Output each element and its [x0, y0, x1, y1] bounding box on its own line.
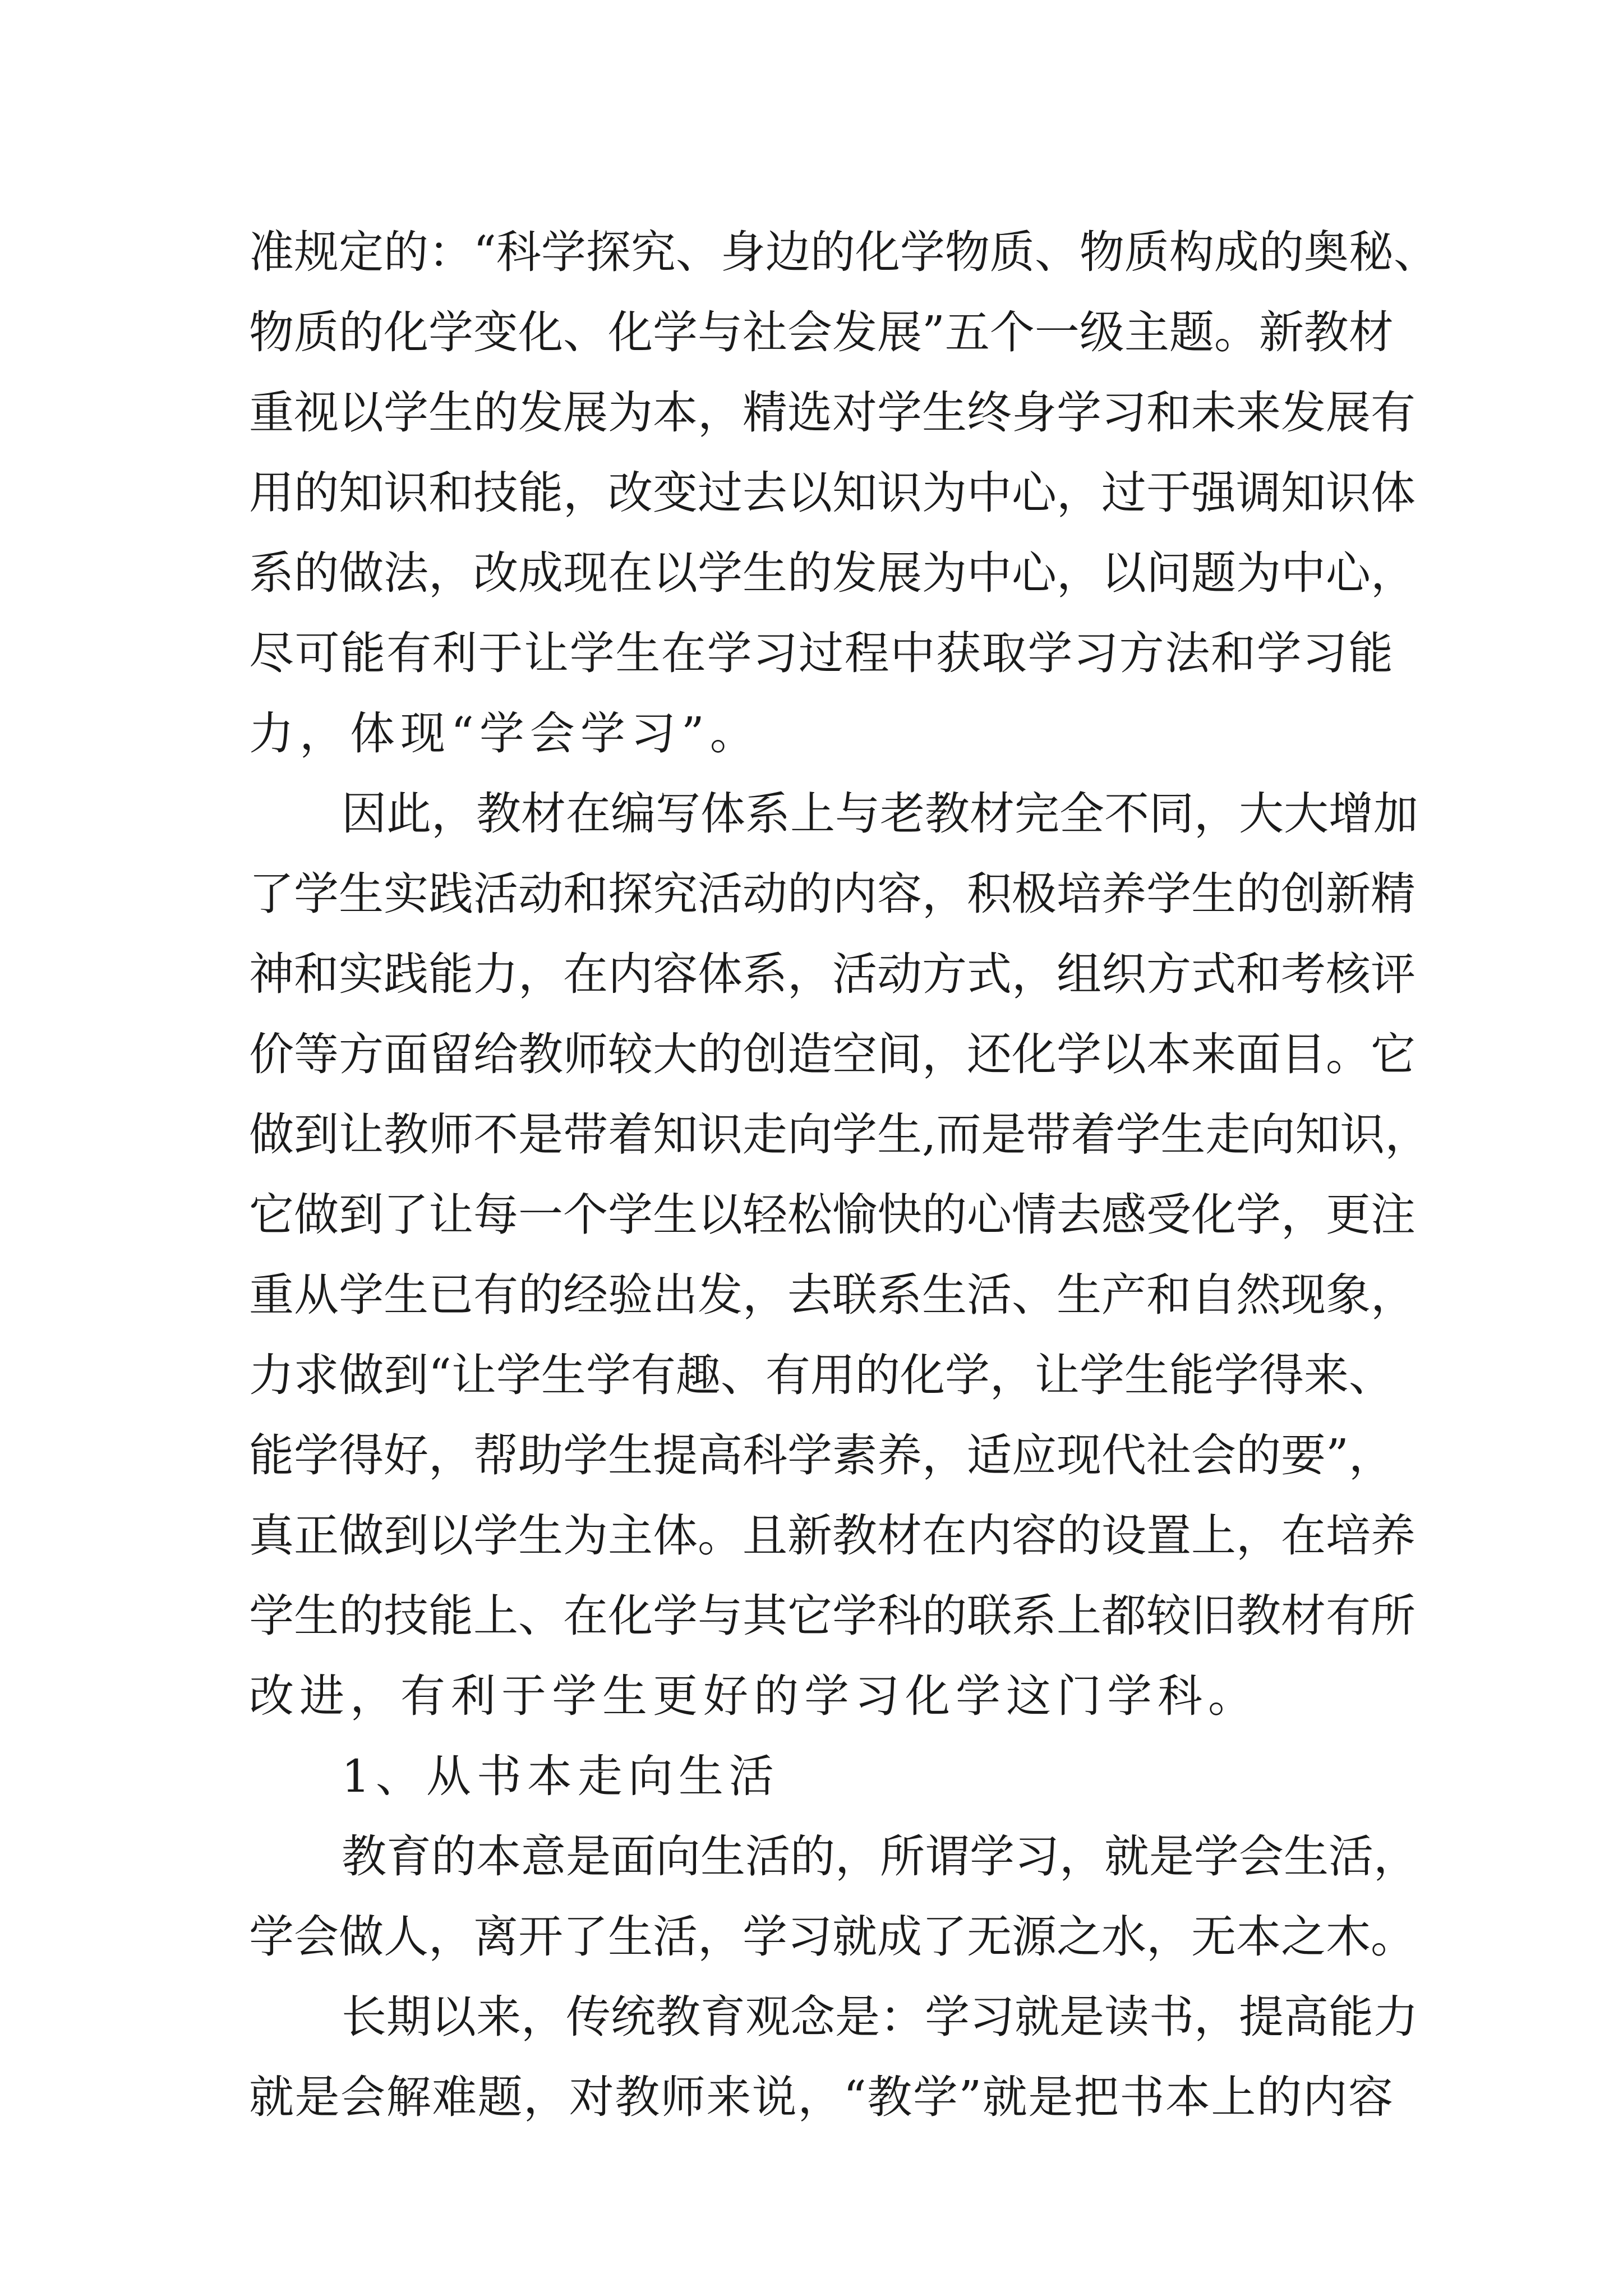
text-line: 尽可能有利于让学生在学习过程中获取学习方法和学习能 [249, 627, 1393, 679]
text-line: 做到让教师不是带着知识走向学生,而是带着学生走向知识， [249, 1108, 1430, 1161]
text-line: 学生的技能上、在化学与其它学科的联系上都较旧教材有所 [249, 1590, 1415, 1642]
text-line: 物质的化学变化、化学与社会发展”五个一级主题。新教材 [249, 306, 1394, 358]
text-line: 真正做到以学生为主体。且新教材在内容的设置上，在培养 [249, 1510, 1415, 1562]
text-line: 它做到了让每一个学生以轻松愉快的心情去感受化学，更注 [249, 1189, 1415, 1241]
body-text [249, 212, 1438, 2137]
text-line: 了学生实践活动和探究活动的内容，积极培养学生的创新精 [249, 868, 1415, 920]
text-line: 力，体现“学会学习”。 [249, 707, 760, 760]
text-line: 长期以来，传统教育观念是：学习就是读书，提高能力 [342, 1991, 1418, 2043]
text-line: 教育的本意是面向生活的，所谓学习，就是学会生活， [342, 1830, 1418, 1883]
text-line: 1、从书本走向生活 [342, 1750, 780, 1802]
text-line: 因此，教材在编写体系上与老教材完全不同，大大增加 [342, 788, 1418, 840]
text-line: 准规定的：“科学探究、身边的化学物质、物质构成的奥秘、 [249, 226, 1438, 278]
text-line: 就是会解难题，对教师来说，“教学”就是把书本上的内容 [249, 2071, 1393, 2123]
text-line: 学会做人，离开了生活，学习就成了无源之水，无本之木。 [249, 1911, 1415, 1963]
text-line: 重从学生已有的经验出发，去联系生活、生产和自然现象， [249, 1269, 1415, 1321]
text-line: 改进，有利于学生更好的学习化学这门学科。 [249, 1670, 1258, 1722]
text-line: 力求做到“让学生学有趣、有用的化学，让学生能学得来、 [249, 1349, 1394, 1401]
text-line: 价等方面留给教师较大的创造空间，还化学以本来面目。它 [249, 1028, 1415, 1080]
text-line: 能学得好，帮助学生提高科学素养，适应现代社会的要”， [249, 1429, 1394, 1481]
text-line: 系的做法，改成现在以学生的发展为中心，以问题为中心， [249, 547, 1415, 599]
text-line: 用的知识和技能，改变过去以知识为中心，过于强调知识体 [249, 467, 1415, 519]
text-line: 神和实践能力，在内容体系，活动方式，组织方式和考核评 [249, 948, 1415, 1000]
text-line: 重视以学生的发展为本，精选对学生终身学习和未来发展有 [249, 386, 1415, 439]
